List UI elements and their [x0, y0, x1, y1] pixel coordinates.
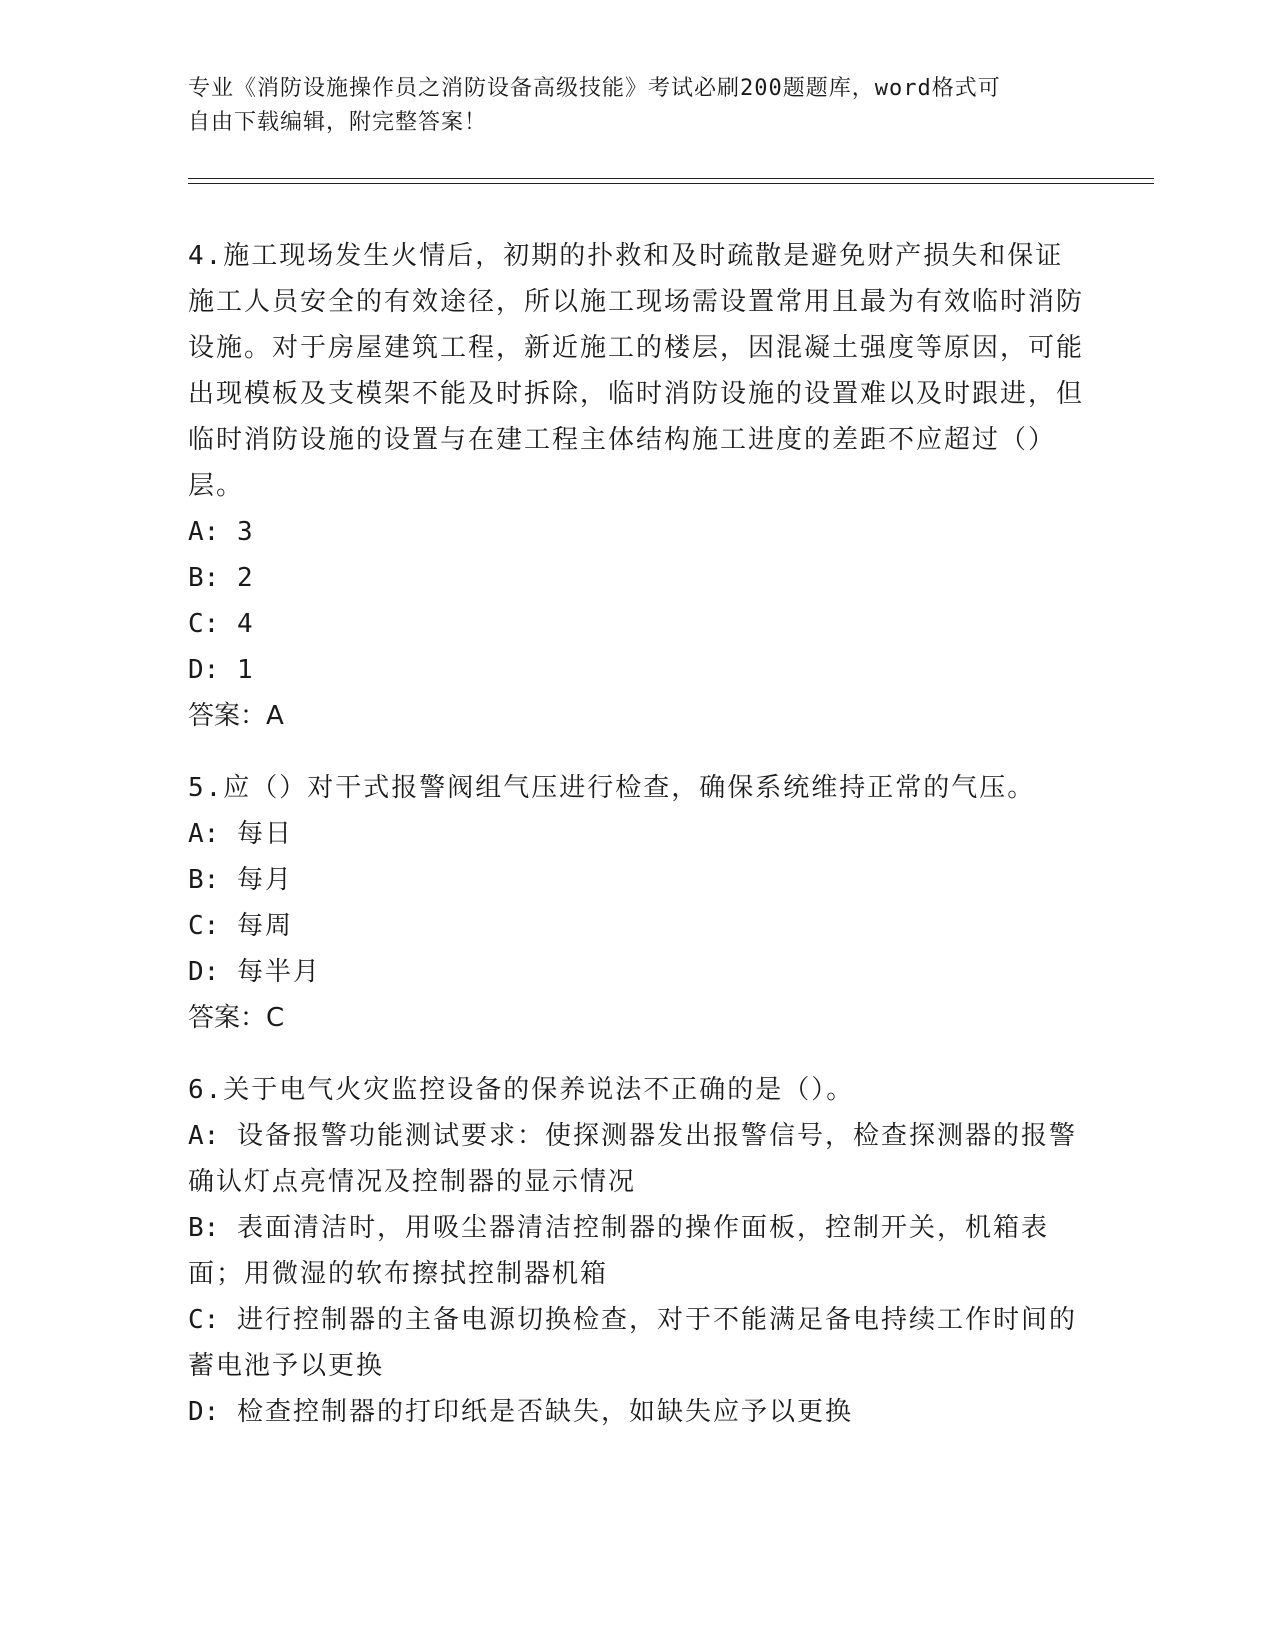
option-b [188, 555, 1088, 601]
question-stem: 6.关于电气火灾监控设备的保养说法不正确的是（）。 [188, 1075, 855, 1105]
option-b [188, 1205, 1088, 1297]
question-stem: 5.应（）对干式报警阀组气压进行检查，确保系统维持正常的气压。 [188, 773, 1036, 803]
option-text: 4 [236, 609, 255, 639]
option-letter: C: [188, 1305, 220, 1335]
question-list [188, 233, 1088, 1461]
question-5 [188, 765, 1088, 1041]
option-text: 表面清洁时，用吸尘器清洁控制器的操作面板，控制开关，机箱表面；用微湿的软布擦拭控制器机箱 [188, 1213, 1049, 1289]
question-6 [188, 1067, 1088, 1435]
header-line-1: 专业《消防设施操作员之消防设备高级技能》考试必刷200题题库，word格式可 [188, 76, 1001, 101]
option-d [188, 647, 1088, 693]
option-text: 设备报警功能测试要求：使探测器发出报警信号，检查探测器的报警确认灯点亮情况及控制器的显示情况 [188, 1121, 1077, 1197]
option-b [188, 857, 1088, 903]
answer-line: 答案：A [188, 701, 284, 731]
option-c [188, 601, 1088, 647]
option-letter: B: [188, 1213, 220, 1243]
question-stem: 4.施工现场发生火情后，初期的扑救和及时疏散是避免财产损失和保证施工人员安全的有效途径，所以施工现场需设置常用且最为有效临时消防设施。对于房屋建筑工程，新近施工的楼层，因混凝土强度等原因，可能出现模板及支模架不能及时拆除，临时消防设施的设置难以及时跟进，但临时消防设施的设置与在建工程主体结构施工进度的差距不应超过（）层。 [188, 241, 1085, 501]
option-a [188, 1113, 1088, 1205]
option-d [188, 1389, 1088, 1435]
question-4 [188, 233, 1088, 739]
header-line-2: 自由下载编辑，附完整答案！ [188, 110, 488, 135]
option-letter: A: [188, 517, 220, 547]
option-letter: D: [188, 1397, 220, 1427]
option-letter: B: [188, 563, 220, 593]
option-text: 每月 [236, 865, 293, 895]
option-letter: B: [188, 865, 220, 895]
option-letter: D: [188, 957, 220, 987]
option-c [188, 1297, 1088, 1389]
option-text: 检查控制器的打印纸是否缺失，如缺失应予以更换 [236, 1397, 853, 1427]
option-text: 每半月 [236, 957, 321, 987]
option-text: 每周 [236, 911, 293, 941]
header-divider-bottom [188, 183, 1154, 184]
option-text: 2 [236, 563, 255, 593]
document-header [188, 72, 1088, 140]
option-letter: A: [188, 1121, 220, 1151]
option-text: 每日 [236, 819, 293, 849]
option-text: 进行控制器的主备电源切换检查，对于不能满足备电持续工作时间的蓄电池予以更换 [188, 1305, 1077, 1381]
option-c [188, 903, 1088, 949]
answer-line: 答案：C [188, 1003, 285, 1033]
header-divider-top [188, 178, 1154, 179]
option-text: 1 [236, 655, 255, 685]
option-a [188, 811, 1088, 857]
option-letter: C: [188, 911, 220, 941]
option-letter: C: [188, 609, 220, 639]
option-a [188, 509, 1088, 555]
option-letter: D: [188, 655, 220, 685]
option-d [188, 949, 1088, 995]
option-letter: A: [188, 819, 220, 849]
option-text: 3 [236, 517, 255, 547]
